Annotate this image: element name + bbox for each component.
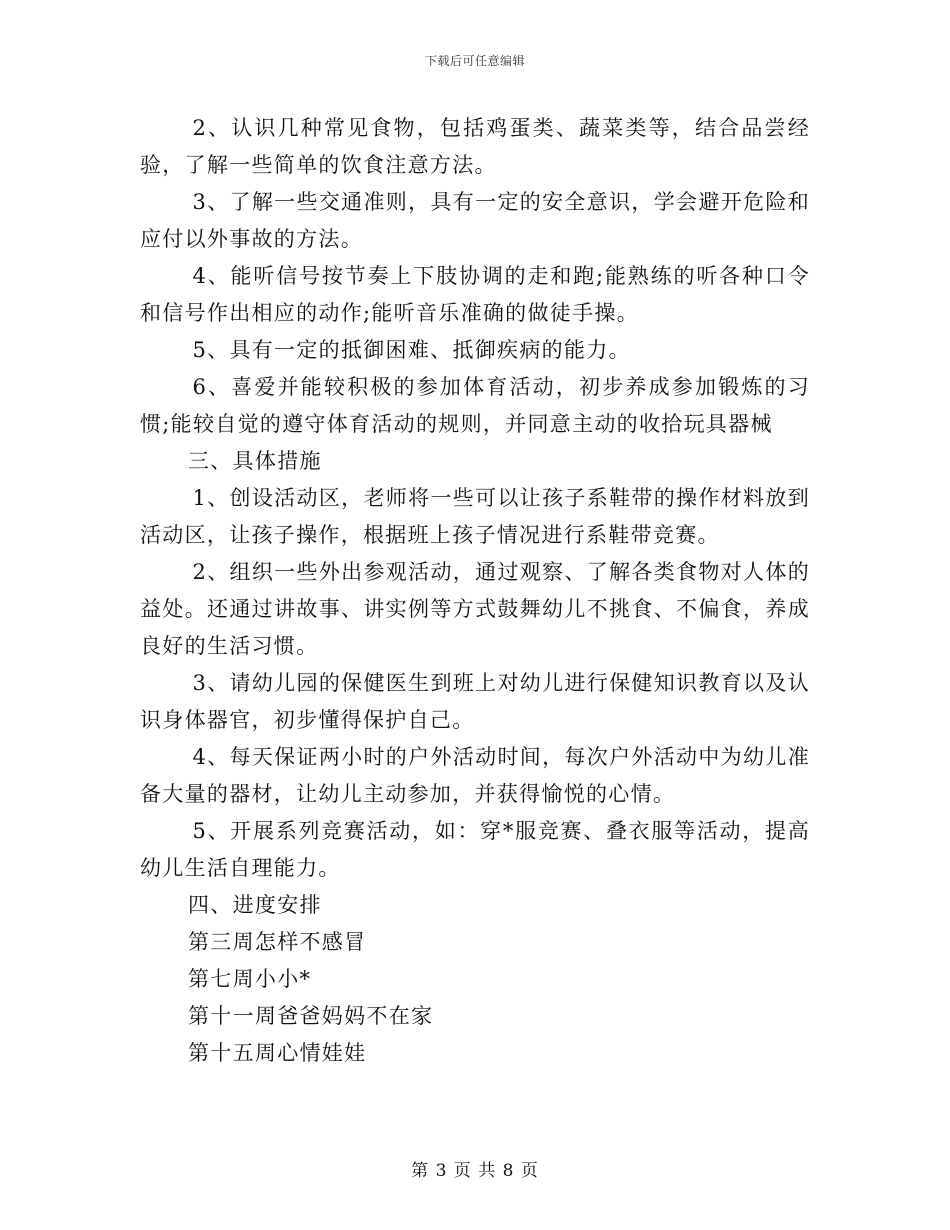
paragraph-measure-4: 4、每天保证两小时的户外活动时间，每次户外活动中为幼儿准备大量的器材，让幼儿主动参加，并获得愉悦的心情。 [140,745,810,806]
paragraph-goal-4: 4、能听信号按节奏上下肢协调的走和跑;能熟练的听各种口令和信号作出相应的动作;能听音乐准确的做徒手操。 [140,264,810,325]
document-body [140,110,810,1072]
paragraph-goal-6: 6、喜爱并能较积极的参加体育活动，初步养成参加锻炼的习惯;能较自觉的遵守体育活动的规则，并同意主动的收拾玩具器械 [140,375,810,436]
schedule-item-week-11: 第十一周爸爸妈妈不在家 [188,1004,434,1028]
section-heading-schedule: 四、进度安排 [188,893,322,917]
schedule-item-week-7: 第七周小小* [188,967,312,991]
paragraph-measure-3: 3、请幼儿园的保健医生到班上对幼儿进行保健知识教育以及认识身体器官，初步懂得保护自己。 [140,671,810,732]
schedule-item-week-15: 第十五周心情娃娃 [188,1041,367,1065]
page-header: 下载后可任意编辑 [424,54,525,68]
paragraph-measure-2: 2、组织一些外出参观活动，通过观察、了解各类食物对人体的益处。还通过讲故事、讲实例等方式鼓舞幼儿不挑食、不偏食，养成良好的生活习惯。 [140,560,810,658]
paragraph-goal-3: 3、了解一些交通准则，具有一定的安全意识，学会避开危险和应付以外事故的方法。 [140,190,810,251]
page-number-footer: 第 3 页 共 8 页 [411,1161,539,1181]
section-heading-measures: 三、具体措施 [188,449,322,473]
paragraph-goal-5: 5、具有一定的抵御困难、抵御疾病的能力。 [192,338,631,362]
paragraph-goal-2: 2、认识几种常见食物，包括鸡蛋类、蔬菜类等，结合品尝经验，了解一些简单的饮食注意方法。 [140,116,810,177]
paragraph-measure-1: 1、创设活动区，老师将一些可以让孩子系鞋带的操作材料放到活动区，让孩子操作，根据班上孩子情况进行系鞋带竞赛。 [140,486,810,547]
paragraph-measure-5: 5、开展系列竞赛活动，如：穿*服竞赛、叠衣服等活动，提高幼儿生活自理能力。 [140,819,810,880]
schedule-item-week-3: 第三周怎样不感冒 [188,930,367,954]
